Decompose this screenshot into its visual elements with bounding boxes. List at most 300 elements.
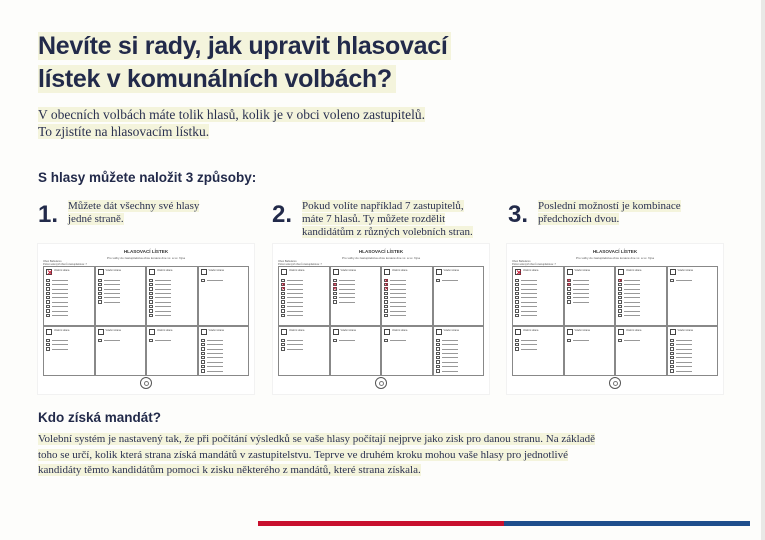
candidate-list <box>670 338 716 373</box>
party-checkbox <box>201 329 207 335</box>
candidate-checkbox <box>149 300 153 303</box>
ballot-note-line: Počet volených členů zastupitelstva: 7 <box>278 263 322 266</box>
candidate-name-line <box>390 284 406 285</box>
candidate-checkbox <box>618 314 622 317</box>
candidate-name-line <box>521 306 537 307</box>
candidate-name-line <box>676 344 692 345</box>
candidate-name-line <box>207 344 223 345</box>
candidate-name-line <box>624 289 640 290</box>
candidate-checkbox <box>149 292 153 295</box>
candidate-checkbox <box>201 279 205 282</box>
candidate-checkbox <box>515 309 519 312</box>
party-block <box>615 266 667 326</box>
way-1 <box>38 196 199 228</box>
intro-line-2: To zjistíte na hlasovacím lístku. <box>38 124 210 139</box>
ballot-grid <box>278 266 484 376</box>
party-name: Volební strana <box>523 329 539 332</box>
candidate-list <box>515 278 561 318</box>
candidate-checkbox <box>384 314 388 317</box>
candidate-checkbox <box>281 296 285 299</box>
candidate-checkbox <box>515 279 519 282</box>
candidate-checkbox <box>149 339 153 342</box>
candidate-name-line <box>339 280 355 281</box>
candidate-checkbox <box>149 279 153 282</box>
way-number: 3. <box>508 201 529 228</box>
party-name: Volební strana <box>443 329 459 332</box>
candidate-checkbox <box>201 347 205 350</box>
candidate-name-line <box>52 297 68 298</box>
ballot-note-line: Počet volených členů zastupitelstva: 7 <box>43 263 87 266</box>
candidate-name-line <box>624 284 640 285</box>
candidate-name-line <box>390 311 406 312</box>
candidate-name-line <box>442 280 458 281</box>
candidate-name-line <box>104 302 120 303</box>
candidate-checkbox <box>436 369 440 372</box>
party-block <box>146 326 198 376</box>
way-text-line: Pokud volíte například 7 zastupitelů, <box>302 200 464 212</box>
candidate-checkbox <box>98 300 102 303</box>
candidate-list <box>149 338 195 342</box>
party-block <box>433 266 485 326</box>
candidate-list <box>384 278 430 318</box>
ballot-subtitle: Pro volby do zastupitelstva obce konané dne xx. a xx. října <box>106 256 186 260</box>
blue-stripe <box>504 521 750 526</box>
party-checkbox <box>515 329 521 335</box>
candidate-checkbox <box>281 339 285 342</box>
candidate-name-line <box>52 344 68 345</box>
candidate-name-line <box>287 293 303 294</box>
candidate-name-line <box>287 297 303 298</box>
ballot-note-line: Počet volených členů zastupitelstva: 7 <box>512 263 556 266</box>
party-block <box>564 266 616 326</box>
way-text-line: jedné straně. <box>68 213 124 225</box>
candidate-row <box>670 278 716 282</box>
ballot-title: HLASOVACÍ LÍSTEK <box>358 249 404 254</box>
title-line-2: lístek v komunálních volbách? <box>38 65 396 93</box>
party-checkbox <box>149 329 155 335</box>
party-block <box>198 326 250 376</box>
candidate-name-line <box>155 302 171 303</box>
candidate-checkbox <box>201 352 205 355</box>
candidate-checkbox <box>46 296 50 299</box>
candidate-checkbox <box>149 287 153 290</box>
candidate-checkbox <box>333 300 337 303</box>
candidate-name-line <box>521 311 537 312</box>
candidate-name-line <box>390 289 406 290</box>
candidate-checkbox <box>46 279 50 282</box>
party-block <box>43 326 95 376</box>
candidate-name-line <box>573 289 589 290</box>
ballot-example-2 <box>273 244 489 394</box>
candidate-checkbox <box>670 352 674 355</box>
party-checkbox <box>46 269 52 275</box>
candidate-name-line <box>676 357 692 358</box>
candidate-checkbox <box>436 279 440 282</box>
candidate-checkbox <box>384 296 388 299</box>
candidate-checkbox <box>384 305 388 308</box>
candidate-checkbox <box>46 339 50 342</box>
mandate-text <box>38 432 638 479</box>
candidate-checkbox <box>436 339 440 342</box>
candidate-name-line <box>442 366 458 367</box>
candidate-checkbox <box>201 360 205 363</box>
candidate-name-line <box>287 280 303 281</box>
candidate-name-line <box>521 284 537 285</box>
candidate-name-line <box>624 302 640 303</box>
candidate-list <box>201 278 247 282</box>
candidate-checkbox <box>201 369 205 372</box>
party-name: Volební strana <box>523 269 539 272</box>
candidate-name-line <box>521 340 537 341</box>
party-checkbox <box>333 329 339 335</box>
candidate-name-line <box>207 371 223 372</box>
candidate-name-line <box>207 366 223 367</box>
candidate-name-line <box>155 340 171 341</box>
candidate-checkbox <box>384 309 388 312</box>
candidate-row <box>436 278 482 282</box>
candidate-checkbox <box>333 339 337 342</box>
mandate-line-3: kandidáty těmto kandidátům pomoci k zisku některého z mandátů, které strana získala. <box>38 464 421 476</box>
party-checkbox <box>670 269 676 275</box>
candidate-name-line <box>521 344 537 345</box>
party-name: Volební strana <box>157 329 173 332</box>
candidate-checkbox <box>618 300 622 303</box>
candidate-checkbox <box>618 339 622 342</box>
candidate-checkbox <box>46 343 50 346</box>
candidate-list <box>670 278 716 282</box>
candidate-name-line <box>287 340 303 341</box>
candidate-checkbox <box>281 287 285 290</box>
candidate-checkbox <box>618 309 622 312</box>
candidate-checkbox <box>384 287 388 290</box>
candidate-name-line <box>624 297 640 298</box>
candidate-list <box>436 278 482 282</box>
red-stripe <box>258 521 504 526</box>
candidate-name-line <box>155 289 171 290</box>
candidate-name-line <box>104 284 120 285</box>
candidate-name-line <box>442 357 458 358</box>
candidate-checkbox <box>98 339 102 342</box>
candidate-name-line <box>676 280 692 281</box>
candidate-name-line <box>676 353 692 354</box>
candidate-list <box>515 338 561 351</box>
candidate-checkbox <box>384 300 388 303</box>
candidate-checkbox <box>281 305 285 308</box>
party-block <box>512 266 564 326</box>
way-2 <box>272 196 473 239</box>
candidate-checkbox <box>98 287 102 290</box>
party-checkbox <box>515 269 521 275</box>
candidate-checkbox <box>149 309 153 312</box>
candidate-name-line <box>573 340 589 341</box>
party-name: Volební strana <box>208 269 224 272</box>
candidate-row <box>384 338 430 342</box>
candidate-name-line <box>339 340 355 341</box>
ballot-note-line: Obec Babulamo <box>278 260 297 263</box>
candidate-checkbox <box>670 279 674 282</box>
candidate-list <box>46 338 92 351</box>
candidate-row <box>201 278 247 282</box>
candidate-row <box>618 338 664 342</box>
candidate-row <box>618 313 664 317</box>
party-checkbox <box>201 269 207 275</box>
mandate-line-1: Volební systém je nastavený tak, že při počítání výsledků se vaše hlasy počítají nejprve jako zisk pro danou stranu. Na základě <box>38 433 595 445</box>
candidate-checkbox <box>670 343 674 346</box>
party-block <box>381 266 433 326</box>
candidate-name-line <box>339 302 355 303</box>
candidate-list <box>436 338 482 373</box>
candidate-checkbox <box>98 296 102 299</box>
candidate-name-line <box>207 340 223 341</box>
candidate-name-line <box>52 293 68 294</box>
party-checkbox <box>436 329 442 335</box>
candidate-name-line <box>390 340 406 341</box>
candidate-checkbox <box>46 309 50 312</box>
candidate-name-line <box>287 302 303 303</box>
candidate-list <box>333 278 379 304</box>
party-checkbox <box>98 269 104 275</box>
candidate-checkbox <box>281 309 285 312</box>
candidate-name-line <box>573 280 589 281</box>
party-block <box>95 266 147 326</box>
candidate-name-line <box>52 306 68 307</box>
candidate-name-line <box>573 297 589 298</box>
candidate-name-line <box>390 297 406 298</box>
candidate-checkbox <box>670 360 674 363</box>
candidate-name-line <box>442 371 458 372</box>
candidate-list <box>98 338 144 342</box>
party-block <box>146 266 198 326</box>
candidate-list <box>98 278 144 304</box>
title-line-1: Nevíte si rady, jak upravit hlasovací <box>38 32 451 60</box>
candidate-name-line <box>155 280 171 281</box>
candidate-name-line <box>155 297 171 298</box>
candidate-name-line <box>52 284 68 285</box>
candidate-name-line <box>624 311 640 312</box>
party-name: Volební strana <box>574 269 590 272</box>
party-block <box>95 326 147 376</box>
party-name: Volební strana <box>54 269 70 272</box>
candidate-checkbox <box>515 339 519 342</box>
candidate-list <box>333 338 379 342</box>
candidate-checkbox <box>515 296 519 299</box>
ballot-note-line: Obec Babulamo <box>43 260 62 263</box>
candidate-name-line <box>442 344 458 345</box>
candidate-name-line <box>521 280 537 281</box>
party-checkbox <box>98 329 104 335</box>
candidate-name-line <box>339 289 355 290</box>
candidate-checkbox <box>46 283 50 286</box>
candidate-list <box>567 338 613 342</box>
candidate-row <box>515 347 561 351</box>
candidate-name-line <box>207 357 223 358</box>
candidate-checkbox <box>98 292 102 295</box>
candidate-name-line <box>207 353 223 354</box>
candidate-checkbox <box>46 305 50 308</box>
candidate-row <box>149 313 195 317</box>
candidate-name-line <box>442 349 458 350</box>
candidate-name-line <box>521 297 537 298</box>
candidate-name-line <box>287 306 303 307</box>
way-number: 1. <box>38 201 59 228</box>
candidate-name-line <box>52 280 68 281</box>
party-checkbox <box>567 329 573 335</box>
candidate-name-line <box>676 371 692 372</box>
candidate-name-line <box>573 293 589 294</box>
party-block <box>330 266 382 326</box>
candidate-checkbox <box>670 356 674 359</box>
candidate-checkbox <box>436 365 440 368</box>
candidate-checkbox <box>436 356 440 359</box>
candidate-checkbox <box>201 343 205 346</box>
party-name: Volební strana <box>105 329 121 332</box>
party-checkbox <box>670 329 676 335</box>
candidate-checkbox <box>201 356 205 359</box>
candidate-checkbox <box>515 292 519 295</box>
candidate-list <box>281 338 327 351</box>
candidate-name-line <box>573 302 589 303</box>
party-checkbox <box>46 329 52 335</box>
ballot-subtitle: Pro volby do zastupitelstva obce konané dne xx. a xx. října <box>575 256 655 260</box>
candidate-row <box>46 313 92 317</box>
candidate-checkbox <box>201 339 205 342</box>
candidate-checkbox <box>567 339 571 342</box>
party-name: Volební strana <box>340 269 356 272</box>
party-block <box>667 266 719 326</box>
way-text-line: máte 7 hlasů. Ty můžete rozdělit <box>302 213 446 225</box>
candidate-name-line <box>207 280 223 281</box>
candidate-list <box>201 338 247 373</box>
candidate-name-line <box>155 311 171 312</box>
party-block <box>43 266 95 326</box>
candidate-name-line <box>287 311 303 312</box>
candidate-name-line <box>624 340 640 341</box>
way-text-line: Poslední možností je kombinace <box>538 200 681 212</box>
party-name: Volební strana <box>677 269 693 272</box>
candidate-name-line <box>52 311 68 312</box>
state-seal-icon <box>375 377 387 389</box>
candidate-name-line <box>52 340 68 341</box>
candidate-checkbox <box>333 296 337 299</box>
candidate-row <box>149 338 195 342</box>
candidate-name-line <box>521 302 537 303</box>
way-text <box>538 200 681 226</box>
candidate-name-line <box>521 289 537 290</box>
candidate-row <box>384 313 430 317</box>
candidate-checkbox <box>567 292 571 295</box>
candidate-checkbox <box>201 365 205 368</box>
candidate-row <box>567 300 613 304</box>
candidate-name-line <box>155 315 171 316</box>
candidate-name-line <box>52 289 68 290</box>
candidate-checkbox <box>515 305 519 308</box>
way-text-line: kandidátům z různých volebních stran. <box>302 226 473 238</box>
candidate-name-line <box>676 362 692 363</box>
ballot-example-1 <box>38 244 254 394</box>
mandate-heading: Kdo získá mandát? <box>38 410 162 425</box>
candidate-checkbox <box>281 343 285 346</box>
party-block <box>381 326 433 376</box>
candidate-name-line <box>207 362 223 363</box>
candidate-list <box>618 338 664 342</box>
candidate-name-line <box>287 284 303 285</box>
candidate-checkbox <box>281 300 285 303</box>
candidate-checkbox <box>567 300 571 303</box>
candidate-checkbox <box>618 292 622 295</box>
candidate-list <box>567 278 613 304</box>
party-name: Volební strana <box>443 269 459 272</box>
candidate-name-line <box>155 284 171 285</box>
candidate-checkbox <box>670 347 674 350</box>
candidate-row <box>201 369 247 373</box>
ballot-title: HLASOVACÍ LÍSTEK <box>123 249 169 254</box>
candidate-checkbox <box>98 279 102 282</box>
candidate-name-line <box>104 280 120 281</box>
party-name: Volební strana <box>392 329 408 332</box>
party-name: Volební strana <box>626 329 642 332</box>
candidate-checkbox <box>618 296 622 299</box>
candidate-checkbox <box>618 287 622 290</box>
candidate-name-line <box>624 306 640 307</box>
candidate-checkbox <box>567 296 571 299</box>
candidate-row <box>98 338 144 342</box>
party-name: Volební strana <box>289 269 305 272</box>
candidate-row <box>333 338 379 342</box>
candidate-name-line <box>104 340 120 341</box>
candidate-checkbox <box>98 283 102 286</box>
ballot-grid <box>43 266 249 376</box>
party-checkbox <box>281 269 287 275</box>
candidate-name-line <box>104 289 120 290</box>
party-block <box>615 326 667 376</box>
ballot-grid <box>512 266 718 376</box>
party-checkbox <box>384 329 390 335</box>
candidate-checkbox <box>149 296 153 299</box>
party-block <box>278 266 330 326</box>
candidate-checkbox <box>281 314 285 317</box>
candidate-row <box>281 347 327 351</box>
party-name: Volební strana <box>677 329 693 332</box>
party-block <box>198 266 250 326</box>
candidate-checkbox <box>149 314 153 317</box>
party-checkbox <box>618 329 624 335</box>
candidate-list <box>618 278 664 318</box>
party-block <box>330 326 382 376</box>
candidate-name-line <box>155 306 171 307</box>
party-name: Volební strana <box>340 329 356 332</box>
candidate-name-line <box>339 284 355 285</box>
page-edge <box>761 0 765 540</box>
candidate-name-line <box>339 297 355 298</box>
candidate-row <box>98 300 144 304</box>
party-name: Volební strana <box>157 269 173 272</box>
candidate-checkbox <box>149 305 153 308</box>
way-text-line: Můžete dát všechny své hlasy <box>68 200 200 212</box>
party-checkbox <box>384 269 390 275</box>
candidate-name-line <box>390 302 406 303</box>
candidate-name-line <box>521 293 537 294</box>
page-title <box>38 30 518 96</box>
candidate-checkbox <box>46 347 50 350</box>
candidate-list <box>46 278 92 318</box>
candidate-checkbox <box>333 287 337 290</box>
way-3 <box>508 196 681 228</box>
candidate-checkbox <box>46 287 50 290</box>
candidate-name-line <box>339 293 355 294</box>
party-checkbox <box>436 269 442 275</box>
candidate-checkbox <box>46 300 50 303</box>
candidate-name-line <box>573 284 589 285</box>
